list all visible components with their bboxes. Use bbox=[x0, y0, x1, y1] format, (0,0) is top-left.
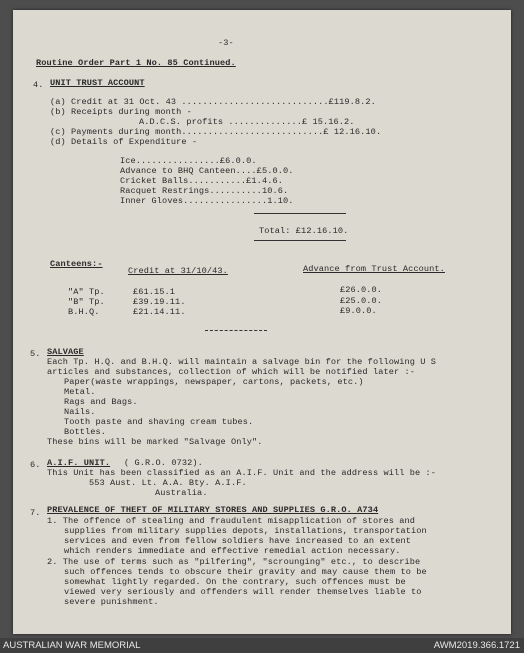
trust-credit-line: (a) Credit at 31 Oct. 43 ............................£119.8.2. bbox=[50, 97, 376, 107]
expenditure-item: Ice................£6.0.0. bbox=[120, 156, 257, 166]
salvage-item: Paper(waste wrappings, newspaper, cartons, packets, etc.) bbox=[64, 377, 364, 387]
section-6-title: A.I.F. UNIT. bbox=[47, 458, 111, 468]
expenditure-item: Cricket Balls...........£1.4.6. bbox=[120, 176, 283, 186]
canteen-credit: £21.14.11. bbox=[133, 307, 186, 317]
document-heading: Routine Order Part 1 No. 85 Continued. bbox=[36, 58, 236, 68]
expenditure-item: Advance to BHQ Canteen....£5.0.0. bbox=[120, 166, 294, 176]
theft-paragraph-line: 2. The use of terms such as "pilfering", "scrounging" etc., to describe bbox=[47, 557, 421, 567]
salvage-item: Metal. bbox=[64, 387, 96, 397]
canteens-label: Canteens:- bbox=[50, 259, 103, 269]
expenditure-item: Racquet Restrings..........10.6. bbox=[120, 186, 289, 196]
salvage-item: Bottles. bbox=[64, 427, 107, 437]
page-number: -3- bbox=[218, 38, 234, 48]
canteens-advance-header: Advance from Trust Account. bbox=[303, 264, 445, 274]
section-7-number: 7. bbox=[30, 508, 41, 518]
theft-paragraph-line: supplies from military supplies depots, installations, transportation bbox=[64, 526, 427, 536]
trust-payments-line: (c) Payments during month...........................£ 12.16.10. bbox=[50, 127, 382, 137]
section-4-number: 4. bbox=[33, 80, 44, 90]
salvage-line: These bins will be marked "Salvage Only". bbox=[47, 437, 263, 447]
expenditure-item: Inner Gloves................1.10. bbox=[120, 196, 294, 206]
theft-paragraph-line: services and even from fellow soldiers have increased to an extent bbox=[64, 536, 411, 546]
salvage-item: Nails. bbox=[64, 407, 96, 417]
canteens-credit-header: Credit at 31/10/43. bbox=[128, 266, 228, 276]
salvage-item: Tooth paste and shaving cream tubes. bbox=[64, 417, 254, 427]
section-divider bbox=[205, 330, 267, 331]
section-5-title: SALVAGE bbox=[47, 347, 84, 357]
total-rule bbox=[254, 213, 346, 214]
total-rule bbox=[254, 240, 346, 241]
aif-unit-line: This Unit has been classified as an A.I.F. Unit and the address will be :- bbox=[47, 468, 437, 478]
canteen-name: B.H.Q. bbox=[68, 307, 100, 317]
section-6-reference: ( G.R.O. 0732). bbox=[124, 458, 203, 468]
canteen-credit: £61.15.1 bbox=[133, 287, 176, 297]
canteen-name: "B" Tp. bbox=[68, 297, 105, 307]
salvage-item: Rags and Bags. bbox=[64, 397, 138, 407]
canteen-advance: £25.0.0. bbox=[340, 296, 383, 306]
trust-receipts-detail: A.D.C.S. profits ..............£ 15.16.2. bbox=[139, 117, 355, 127]
unit-address-line: 553 Aust. Lt. A.A. Bty. A.I.F. bbox=[89, 478, 247, 488]
canteen-advance: £26.0.0. bbox=[340, 285, 383, 295]
theft-paragraph-line: such offences tends to obscure their gravity and may cause them to be bbox=[64, 567, 427, 577]
section-6-number: 6. bbox=[30, 460, 41, 470]
trust-receipts-line: (b) Receipts during month - bbox=[50, 107, 192, 117]
trust-details-line: (d) Details of Expenditure - bbox=[50, 137, 198, 147]
theft-paragraph-line: 1. The offence of stealing and fraudulent misapplication of stores and bbox=[47, 516, 415, 526]
theft-paragraph-line: which renders immediate and effective remedial action necessary. bbox=[64, 546, 401, 556]
theft-paragraph-line: viewed very seriously and offenders will render themselves liable to bbox=[64, 587, 422, 597]
theft-paragraph-line: severe punishment. bbox=[64, 597, 159, 607]
section-7-title: PREVALENCE OF THEFT OF MILITARY STORES AND SUPPLIES G.R.O. A734 bbox=[47, 505, 379, 515]
section-4-title: UNIT TRUST ACCOUNT bbox=[50, 78, 145, 88]
archive-footer bbox=[0, 638, 524, 653]
footer-accession-number: AWM2019.366.1721 bbox=[433, 640, 520, 651]
canteen-credit: £39.19.11. bbox=[133, 297, 186, 307]
expenditure-total: Total: £12.16.10. bbox=[259, 226, 349, 236]
canteen-advance: £9.0.0. bbox=[340, 306, 377, 316]
section-5-number: 5. bbox=[30, 349, 41, 359]
salvage-line: articles and substances, collection of which will be notified later :- bbox=[47, 367, 415, 377]
unit-address-line: Australia. bbox=[155, 488, 208, 498]
theft-paragraph-line: somewhat lightly regarded. On the contrary, such offences must be bbox=[64, 577, 406, 587]
canteen-name: "A" Tp. bbox=[68, 287, 105, 297]
footer-institution: AUSTRALIAN WAR MEMORIAL bbox=[3, 640, 141, 651]
salvage-line: Each Tp. H.Q. and B.H.Q. will maintain a salvage bin for the following U S bbox=[47, 357, 437, 367]
